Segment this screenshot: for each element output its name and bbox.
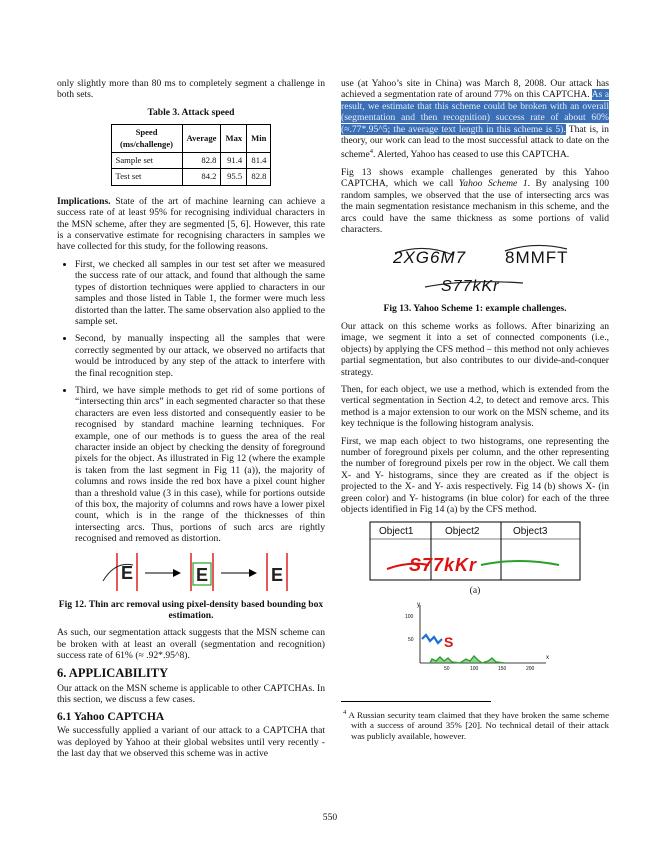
hist-x-tick: 50 (444, 665, 450, 671)
text-span: . Alerted, Yahoo has ceased to use this CAPTCHA. (373, 149, 570, 161)
implications-lead: Implications. (57, 195, 111, 207)
fig12-caption: Fig 12. Thin arc removal using pixel-density based bounding box estimation. (58, 598, 324, 622)
conclusion-paragraph: As such, our segmentation attack suggests that the MSN scheme can be broken with at least an overall (segmentation and recognition) success rate of 61% (≈ .92*.95^8). (57, 627, 325, 662)
page-number: 550 (322, 812, 338, 823)
table-header: Average (182, 125, 221, 153)
object-label: Object2 (445, 526, 480, 538)
fig14a-caption: (a) (469, 585, 481, 597)
table-cell: 84.2 (182, 169, 221, 185)
footnote-text: A Russian security team claimed that they have broken the same scheme with a success of around 35% [20]. No technical detail of their attack was publicly available, however. (348, 709, 609, 741)
x-histogram (430, 656, 504, 663)
table-cell: 91.4 (221, 153, 247, 169)
fig12-panel-2 (191, 553, 213, 591)
hist-x-axis-label: x (546, 654, 549, 661)
table-cell: Sample set (111, 153, 182, 169)
fig12-panel-3 (267, 553, 287, 591)
fig12-panel-1 (103, 553, 137, 591)
y-histogram (422, 635, 442, 643)
hist-x-tick: 150 (498, 665, 507, 671)
table-row (111, 153, 271, 169)
implications-body: State of the art of machine learning can achieve a success rate of at least 95% for recognising individual characters in the MSN scheme, after they are segmented [5, 6]. However, this rate is a conservative estimate for recognising characters in samples we have collected for this study, for the following reasons. (57, 195, 325, 253)
hist-x-tick: 100 (470, 665, 479, 671)
highlighted-text: As a result, we estimate that this scheme could be broken with an overall (segmentation and then recognition) success rate of about 60% (≈.77*.95^5; the average text length in this scheme is 5). (341, 89, 609, 135)
hist-y-tick: 50 (408, 636, 414, 643)
object-captcha-text: S77kKr (409, 555, 478, 576)
table-header: Min (247, 125, 271, 153)
arc-detection-paragraph: Then, for each object, we use a method, which is extended from the vertical segmentation in Section 4.2, to detect and remove arcs. This method is a major extension to our work on the MSN scheme, and its key technique is the following histogram analysis. (341, 383, 609, 430)
object-label: Object3 (513, 526, 548, 538)
table-header-row (111, 125, 271, 153)
table-cell: 82.8 (182, 153, 221, 169)
list-item: • First, we checked all samples in our test set after we measured the success rate of our attack, and found that although the same types of distortion techniques were applied to characters in our samples and those listed in Table 1, the former were much less distorted than the latter. The same observation also applied to the sample set. (75, 259, 325, 327)
table-cell: 81.4 (247, 153, 271, 169)
text-span: Fig 13 shows example challenges generated by this Yahoo CAPTCHA, which we call (341, 167, 609, 190)
fig13-captcha-examples (355, 241, 595, 297)
list-item: • Second, by manually inspecting all the samples that were correctly segmented by our attack, we observed no artifacts that would be introduced by any step of the attack to interfere with the final recognition step. (75, 333, 325, 379)
text-span: use (at Yahoo’s site in China) was March 8, 2008. Our attack has achieved a segmentation rate of around 77% on this CAPTCHA. (341, 78, 609, 101)
histogram-paragraph: First, we map each object to two histograms, one representing the number of foreground pixels per column, and the other representing the number of foreground pixels per row in the object. We call them X- and Y- histograms, since they are created as if the object is projected to the X- and Y- axis respectively. Fig 14 (b) shows X- (in green color) and Y- histograms (in blue color) for each of the three objects identified in Fig 14 (a) by the CFS method. (341, 435, 609, 515)
fig13-caption: Fig 13. Yahoo Scheme 1: example challenges. (383, 303, 567, 315)
yahoo-continued-paragraph (341, 78, 609, 161)
text-span: That is, in theory, our work can lead to the most successful attack to date on the scheme (341, 123, 609, 161)
table-cell: 95.5 (221, 169, 247, 185)
footnote-rule (341, 701, 491, 702)
svg-text:E: E (121, 562, 134, 583)
yahoo-paragraph: We successfully applied a variant of our attack to a CAPTCHA that was deployed by Yahoo at their global websites until very recently - the last day that we observed this scheme was in active (57, 725, 325, 760)
fig14a-object-segmentation (369, 521, 581, 581)
hist-y-tick: 100 (405, 613, 414, 620)
scheme-name: Yahoo Scheme 1 (458, 178, 528, 190)
section-heading-applicability: 6. APPLICABILITY (57, 665, 169, 680)
right-column (341, 78, 609, 741)
svg-text:E: E (196, 564, 209, 585)
left-column (57, 78, 325, 766)
hist-y-axis-label: y (417, 601, 420, 608)
text-span: . By analysing 100 random samples, we observed that the use of intersecting arcs was the main segmentation resistance mechanism in this scheme, and the arcs could have the same thickness as some portions of valid characters. (341, 178, 609, 236)
applicability-paragraph: Our attack on the MSN scheme is applicable to other CAPTCHAs. In this section, we discuss a few cases. (57, 683, 325, 706)
intro-paragraph: only slightly more than 80 ms to completely segment a challenge in both sets. (57, 78, 325, 101)
table-row (111, 169, 271, 185)
implications-paragraph (57, 196, 325, 253)
captcha-text: 8MMFT (505, 248, 569, 268)
captcha-text: 2XG6M7 (393, 248, 467, 268)
fig12-arc-removal-image (81, 551, 301, 595)
reasons-list (57, 259, 325, 545)
footnote-number: 4 (343, 708, 347, 716)
fig13-description-paragraph (341, 167, 609, 235)
svg-text:E: E (271, 564, 284, 585)
list-item: • Third, we have simple methods to get rid of some portions of “intersecting thin arcs” in each segmented character so that these characters are even less distorted and consequently easier to be recognised by standard machine learning techniques. For example, one of our methods is to guess the area of the real character inside an object by checking the density of foreground pixels for the object. As illustrated in Fig 12 (where the example is taken from the last segment in Fig 11 (a)), the majority of columns and rows inside the red box have a pixel count higher than a threshold value (3 in this case), while for portions outside of this box, the majority of columns and rows have a lower pixel count, which is in the range of the thicknesses of thin intersecting arcs. Thus, portions of such arcs are rightly recognised and removed as distortion. (75, 385, 325, 545)
attack-description-paragraph: Our attack on this scheme works as follows. After binarizing an image, we segment it into a set of connected components (i.e., objects) by applying the CFS method – this method not only achieves partial segmentation, but also contributes to our divide-and-conquer strategy. (341, 320, 609, 378)
footnote-ref: 4 (369, 148, 374, 156)
y-histogram-glyph: S (444, 633, 454, 650)
attack-speed-table (111, 124, 272, 186)
object-label: Object1 (379, 526, 414, 538)
table-header: Speed (ms/challenge) (111, 125, 182, 153)
table-cell: 82.8 (247, 169, 271, 185)
footnote (341, 708, 609, 741)
fig14b-histograms (400, 601, 550, 671)
captcha-text: S77kKr (441, 278, 500, 296)
table-cell: Test set (111, 169, 182, 185)
table-header: Max (221, 125, 247, 153)
subsection-heading-yahoo: 6.1 Yahoo CAPTCHA (57, 710, 165, 723)
table3-caption: Table 3. Attack speed (147, 106, 235, 118)
hist-x-tick: 200 (526, 665, 535, 671)
